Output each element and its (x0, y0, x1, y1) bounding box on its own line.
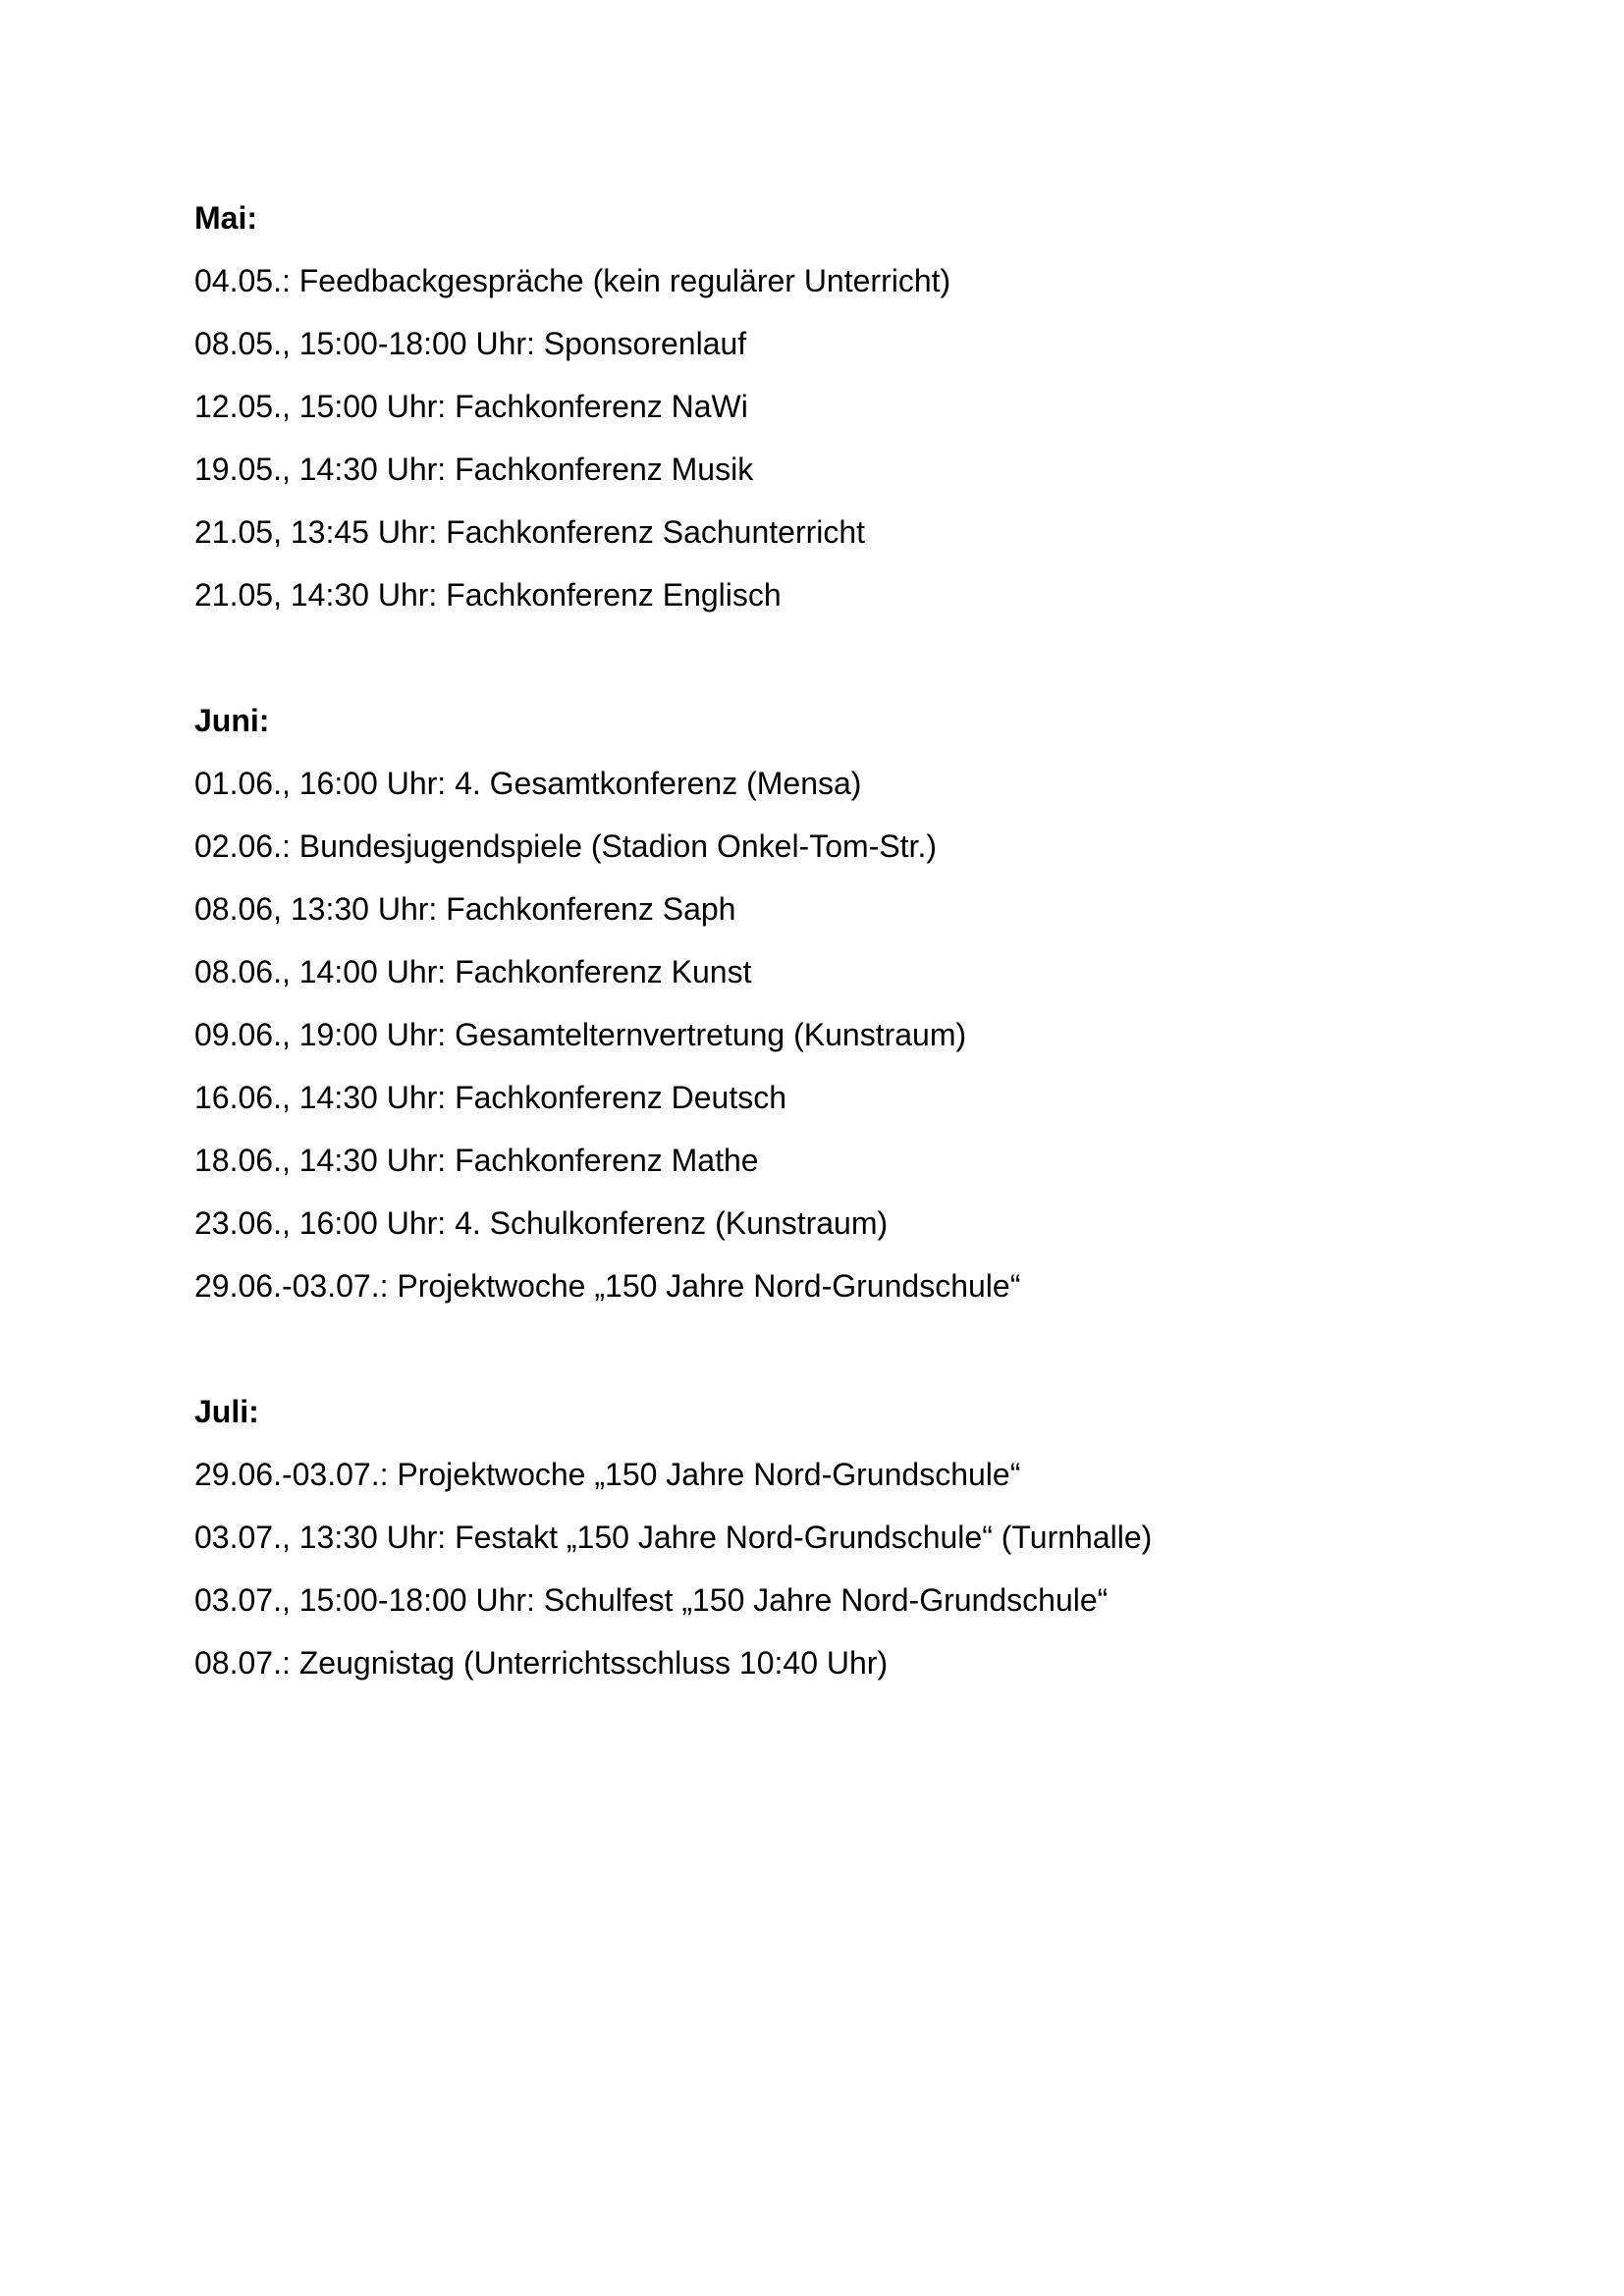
event-entry: 04.05.: Feedbackgespräche (kein regulärer Unterricht) (194, 263, 951, 298)
event-entry: 21.05, 14:30 Uhr: Fachkonferenz Englisch (194, 577, 782, 613)
event-entry: 21.05, 13:45 Uhr: Fachkonferenz Sachunterricht (194, 514, 866, 550)
event-entry: 23.06., 16:00 Uhr: 4. Schulkonferenz (Kunstraum) (194, 1205, 889, 1241)
event-entry: 08.06., 14:00 Uhr: Fachkonferenz Kunst (194, 954, 752, 989)
event-entry: 02.06.: Bundesjugendspiele (Stadion Onkel-Tom-Str.) (194, 828, 937, 864)
event-list (194, 249, 1471, 626)
event-entry: 29.06.-03.07.: Projektwoche „150 Jahre Nord-Grundschule“ (194, 1457, 1021, 1492)
month-heading: Mai: (194, 200, 257, 236)
event-list (194, 752, 1471, 1317)
month-section-mai (194, 187, 1471, 626)
event-entry: 09.06., 19:00 Uhr: Gesamtelternvertretung (Kunstraum) (194, 1017, 967, 1052)
event-entry: 01.06., 16:00 Uhr: 4. Gesamtkonferenz (Mensa) (194, 766, 862, 801)
event-entry: 03.07., 13:30 Uhr: Festakt „150 Jahre Nord-Grundschule“ (Turnhalle) (194, 1520, 1153, 1555)
event-entry: 29.06.-03.07.: Projektwoche „150 Jahre Nord-Grundschule“ (194, 1268, 1021, 1304)
document-page (194, 187, 1471, 1694)
month-section-juni (194, 689, 1471, 1317)
event-entry: 12.05., 15:00 Uhr: Fachkonferenz NaWi (194, 389, 748, 424)
event-entry: 16.06., 14:30 Uhr: Fachkonferenz Deutsch (194, 1080, 787, 1115)
event-list (194, 1443, 1471, 1694)
event-entry: 08.07.: Zeugnistag (Unterrichtsschluss 10:40 Uhr) (194, 1645, 889, 1681)
event-entry: 19.05., 14:30 Uhr: Fachkonferenz Musik (194, 452, 754, 487)
event-entry: 08.06, 13:30 Uhr: Fachkonferenz Saph (194, 891, 736, 927)
event-entry: 08.05., 15:00-18:00 Uhr: Sponsorenlauf (194, 326, 747, 361)
event-entry: 18.06., 14:30 Uhr: Fachkonferenz Mathe (194, 1143, 759, 1178)
month-section-juli (194, 1380, 1471, 1694)
event-entry: 03.07., 15:00-18:00 Uhr: Schulfest „150 Jahre Nord-Grundschule“ (194, 1582, 1109, 1618)
month-heading: Juli: (194, 1394, 259, 1429)
month-heading: Juni: (194, 703, 270, 738)
